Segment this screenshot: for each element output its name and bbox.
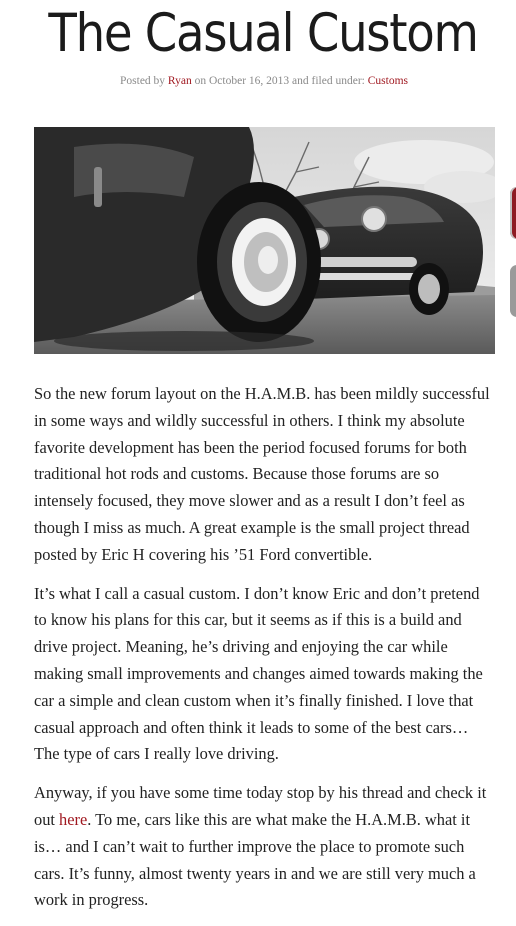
post-date: October 16, 2013 bbox=[209, 75, 290, 87]
thread-link[interactable]: here bbox=[59, 809, 88, 829]
side-tab-primary[interactable] bbox=[510, 187, 516, 239]
article-paragraph: It’s what I call a casual custom. I don’t know Eric and don’t pretend to know his plans for this car, but it seems as if this is a build and drive project. Meaning, he’s driving and enjoying the car while making small improvements and changes aimed towards making the car a simple and clean custom when it’s finally finished. I love that casual approach and often think it leads to some of the best cars… The type of cars I really love driving. bbox=[34, 583, 483, 764]
article-body bbox=[34, 381, 494, 926]
paragraph-text: Anyway, if you have some time today stop by his thread and check it out bbox=[34, 783, 487, 829]
side-tab-secondary[interactable] bbox=[510, 265, 516, 317]
article-paragraph: So the new forum layout on the H.A.M.B. has been mildly successful in some ways and wildly successful in others. I think my absolute favorite development has been the period focused forums for both traditional hot rods and customs. Because those forums are so intensely focused, they move slower and as a result I don’t feel as though I miss as much. A great example is the small project thread posted by Eric H covering his ’51 Ford convertible. bbox=[34, 384, 490, 564]
on-label: on bbox=[194, 75, 207, 87]
author-link[interactable]: Ryan bbox=[167, 75, 192, 87]
hero-image bbox=[34, 127, 495, 354]
category-link[interactable]: Customs bbox=[367, 75, 408, 87]
post-meta bbox=[0, 75, 516, 87]
article-paragraph bbox=[34, 780, 494, 914]
paragraph-text: . To me, cars like this are what make the H.A.M.B. what it is… and I can’t wait to further improve the place to promote such cars. It’s funny, almost twenty years in and we are still very much a work in progress. bbox=[34, 809, 476, 910]
post-title: The Casual Custom bbox=[48, 3, 478, 64]
filed-under-label: and filed under: bbox=[292, 75, 365, 87]
posted-by-label: Posted by bbox=[120, 75, 166, 87]
car-photo-icon bbox=[34, 127, 495, 354]
